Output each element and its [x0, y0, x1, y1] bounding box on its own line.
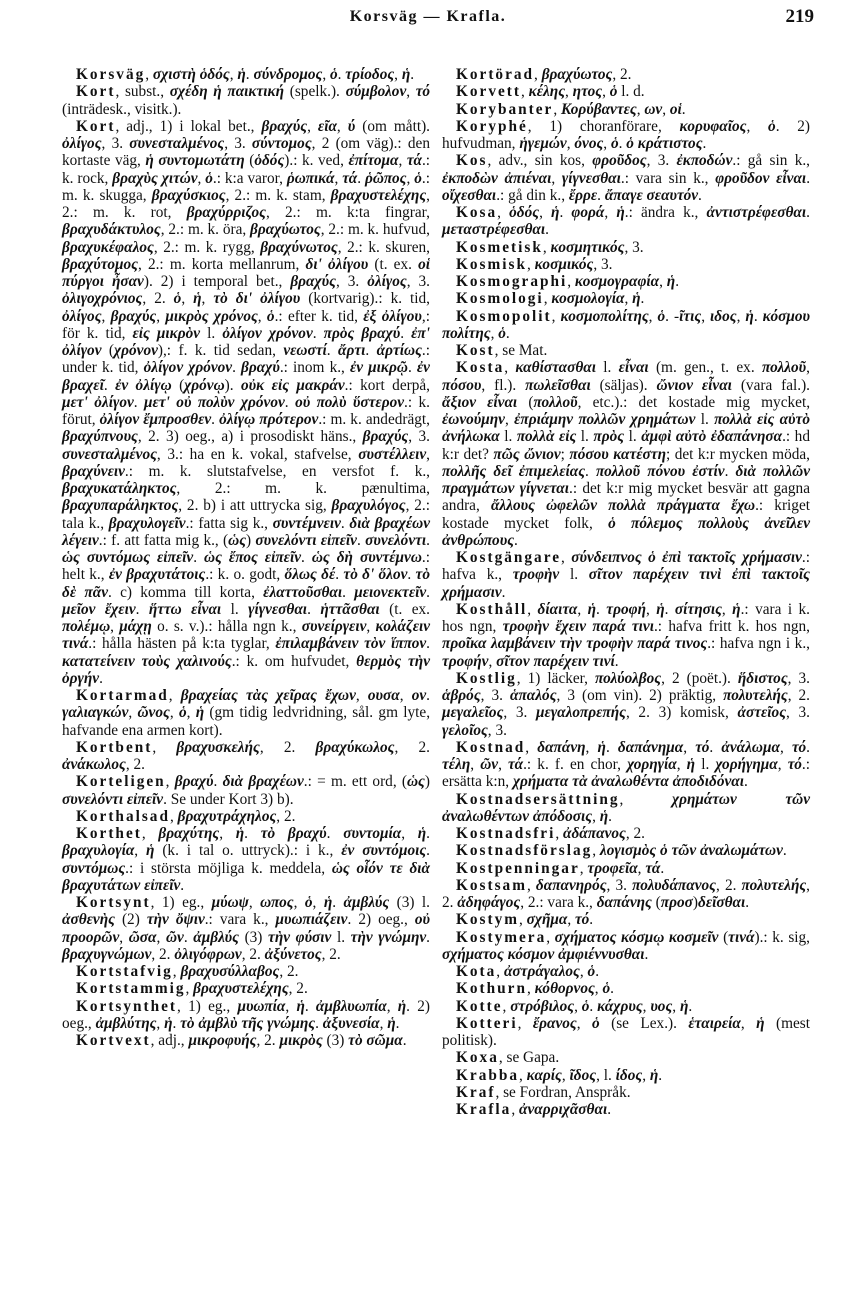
entry-definition: , σύνδειπνος ὁ ἐπὶ τακτοῖς χρήμασιν.: hafva k., τροφὴν l. σῖτον παρέχειν τινὶ ἐπὶ τακτοῖς χρήμασιν.	[442, 549, 810, 601]
running-head: Korsväg — Krafla.	[349, 8, 507, 25]
entry-definition: , 1) läcker, πολύολβος, 2 (poët.). ἥδιστος, 3. ἁβρός, 3. ἁπαλός, 3 (om vin). 2) präktig, πολυτελής, 2. μεγαλεῖος, 3. μεγαλοπρεπής, 2. 3) komisk, ἀστεῖος, 3. γελοῖος, 3.	[442, 669, 811, 739]
page-header	[0, 6, 856, 30]
dictionary-entry	[62, 808, 430, 825]
entry-definition: , ὁδός, ἡ. φορά, ἡ.: ändra k., ἀντιστρέφεσθαι. μεταστρέφεσθαι.	[442, 204, 810, 239]
entry-headword: Kosmographi	[456, 273, 568, 290]
entry-definition: , καθίστασθαι l. εἶναι (m. gen., t. ex. πολλοῦ, πόσου, fl.). πωλεῖσθαι (säljas). ὤνιον εἶναι (vara fal.). ἄξιον εἶναι (πολλοῦ, etc.).: det kostade mig mycket, ἐωνούμην, ἐπριάμην πολλῶν χρημάτων l. πολλὰ εἰς αὐτὸ ἀνήλωκα l. πολλὰ εἰς l. πρὸς l. ἀμφὶ αὐτὸ ἐδαπάνησα.: hd k:r det? πῶς ὤνιον; πόσου κατέστη; det k:r mycken möda, πολλῆς δεῖ ἐπιμελείας. πολλοῦ πόνου ἐστίν. διὰ πολλῶν πραγμάτων γίγνεται.: det k:r mig mycket besvär att gagna andra, ἄλλους ὠφελῶν πολλὰ πράγματα ἔχω.: kriget kostade mycket folk, ὁ πόλεμος πολλοὺς ἀνεῖλεν ἀνθρώπους.	[442, 359, 811, 549]
entry-definition: , κοσμογραφία, ἡ.	[567, 273, 680, 290]
entry-definition: , se Gapa.	[498, 1049, 560, 1067]
entry-headword: Korybanter	[456, 100, 554, 118]
dictionary-entry	[62, 773, 430, 808]
entry-headword: Kosmologi	[456, 290, 544, 308]
entry-definition: , βραχύωτος, 2.	[534, 66, 632, 83]
dictionary-entry	[442, 1067, 810, 1084]
dictionary-entry	[62, 687, 430, 739]
entry-headword: Kortörad	[456, 66, 535, 83]
entry-headword: Kraf	[456, 1083, 496, 1101]
entry-headword: Kota	[456, 963, 497, 980]
entry-definition: , 1) choranförare, κορυφαῖος, ὁ. 2) hufvudman, ἡγεμών, όνος, ὁ. ὁ κράτιστος.	[442, 117, 810, 152]
dictionary-entry	[442, 980, 810, 997]
entry-definition: , βραχύ. διὰ βραχέων.: = m. ett ord, (ὡς) συνελόντι εἰπεῖν. Se under Kort 3) b).	[62, 773, 430, 808]
entry-definition: , σχήματος κόσμῳ κοσμεῖν (τινά).: k. sig, σχήματος κόσμον ἀμφιέννυσθαι.	[442, 928, 811, 963]
dictionary-entry	[442, 204, 810, 239]
dictionary-entry	[442, 860, 810, 877]
entry-definition: , σχιστὴ ὁδός, ἡ. σύνδρομος, ὁ. τρίοδος, ἡ.	[145, 66, 415, 83]
entry-headword: Kostnad	[456, 738, 526, 756]
entry-definition: , ἀδάπανος, 2.	[555, 825, 645, 842]
entry-headword: Kostnadsfri	[456, 825, 556, 842]
entry-headword: Kostymera	[456, 928, 547, 946]
entry-definition: , κέλης, ητος, ὁ l. d.	[520, 83, 645, 101]
entry-headword: Kort	[76, 83, 116, 101]
dictionary-entry	[442, 118, 810, 153]
entry-headword: Kotteri	[456, 1014, 518, 1032]
entry-definition: , κοσμολογία, ἡ.	[543, 290, 645, 308]
entry-headword: Korsväg	[76, 66, 146, 83]
entry-headword: Koryphé	[456, 117, 528, 135]
entry-headword: Kostlig	[456, 669, 517, 687]
entry-headword: Krafla	[456, 1101, 512, 1118]
dictionary-entry	[62, 739, 430, 774]
dictionary-entry	[442, 239, 810, 256]
entry-definition: , δαπάνη, ἡ. δαπάνημα, τό. ἀνάλωμα, τό. τέλη, ῶν, τά.: k. f. en chor, χορηγία, ἡ l. χορήγημα, τό.: ersätta k:n, χρήματα τὰ ἀναλωθέντα ἀποδιδόναι.	[442, 738, 810, 791]
entry-headword: Krabba	[456, 1066, 519, 1084]
entry-definition: , 1) eg., μυωπία, ἡ. ἀμβλυωπία, ἡ. 2) oeg., ἀμβλύτης, ἡ. τὸ ἀμβλὺ τῆς γνώμης. ἀξυνεσία, ἡ.	[62, 997, 430, 1032]
entry-definition: , adj., μικροφυής, 2. μικρὸς (3) τὸ σῶμα.	[150, 1032, 407, 1049]
dictionary-entry	[442, 1015, 810, 1050]
entry-definition: , δαπανηρός, 3. πολυδάπανος, 2. πολυτελής, 2. ἀδηφάγος, 2.: vara k., δαπάνης (προσ)δεῖσθαι.	[442, 876, 810, 911]
entry-headword: Kortsynt	[76, 894, 151, 911]
entry-definition: , καρίς, ῖδος, l. ίδος, ἡ.	[519, 1066, 663, 1084]
entry-definition: , βραχυστελέχης, 2.	[185, 980, 308, 998]
dictionary-entry	[442, 1101, 810, 1118]
entry-headword: Kortstafvig	[76, 963, 173, 980]
dictionary-entry	[62, 894, 430, 963]
entry-headword: Kostnadsförslag	[456, 842, 593, 860]
entry-headword: Kortbent	[76, 738, 153, 756]
entry-headword: Kostgängare	[456, 549, 561, 566]
entry-definition: , χρημάτων τῶν ἀναλωθέντων ἀπόδοσις, ἡ.	[442, 790, 810, 825]
entry-headword: Kosmisk	[456, 255, 527, 273]
entry-definition: , βραχυτράχηλος, 2.	[169, 807, 296, 825]
entry-definition: , κόθορνος, ὁ.	[526, 980, 614, 998]
entry-definition: , κοσμικός, 3.	[526, 255, 613, 273]
entry-headword: Kortvext	[76, 1032, 151, 1049]
entry-headword: Kothurn	[456, 980, 527, 998]
dictionary-entry	[442, 66, 810, 83]
dictionary-entry	[442, 273, 810, 290]
dictionary-entry	[62, 118, 430, 687]
dictionary-entry	[62, 66, 430, 83]
entry-headword: Korthet	[76, 825, 142, 842]
entry-definition: , se Mat.	[494, 342, 548, 359]
dictionary-entry	[442, 739, 810, 791]
right-column	[442, 66, 810, 1118]
entry-headword: Kosthåll	[456, 600, 528, 618]
entry-definition: , subst., σχέδη ἡ παικτική (spelk.). σύμβολον, τό (inträdesk., visitk.).	[62, 83, 430, 118]
dictionary-entry	[442, 308, 810, 343]
page-number: 219	[785, 6, 814, 27]
entry-headword: Kostsam	[456, 876, 527, 894]
dictionary-entry	[442, 842, 810, 859]
entry-definition: , se Fordran, Anspråk.	[495, 1083, 631, 1101]
dictionary-entry	[62, 1032, 430, 1049]
dictionary-entry	[442, 670, 810, 739]
entry-headword: Koxa	[456, 1049, 499, 1067]
entry-definition: , adj., 1) i lokal bet., βραχύς, εῖα, ύ (om mått). ὀλίγος, 3. συνεσταλμένος, 3. σύντομος, 2 (om väg).: den kortaste väg, ἡ συντομωτάτη (ὁδός).: k. ved, ἐπίτομα, τά.: k. rock, βραχὺς χιτών, ὁ.: k:a varor, ῥωπικά, τά. ῥῶπος, ὁ.: m. k. skugga, βραχύσκιος, 2.: m. k. stam, βραχυστελέχης, 2.: m. k. rot, βραχύρριζος, 2.: m. k:ta fingrar, βραχυδάκτυλος, 2.: m. k. öra, βραχύωτος, 2.: m. k. hufvud, βραχυκέφαλος, 2.: m. k. rygg, βραχύνωτος, 2.: k. skuren, βραχύτομος, 2.: m. korta mellanrum, δι' ὀλίγου (t. ex. οἱ πύργοι ἦσαν). 2) i temporal bet., βραχύς, 3. ὀλίγος, 3. ὀλιγοχρόνιος, 2. ὁ, ἡ, τὸ δι' ὀλίγου (kortvarig).: k. tid, ὀλίγος, βραχύς, μικρὸς χρόνος, ὁ.: efter k. tid, ἐξ ὀλίγου,: för k. tid, εἰς μικρὸν l. ὀλίγον χρόνον. πρὸς βραχύ. ἐπ' ὀλίγον (χρόνον),: f. k. tid sedan, νεωστί. ἄρτι. ἀρτίως.: under k. tid, ὀλίγον χρόνον. βραχύ.: inom k., ἐν μικρῷ. ἐν βραχεῖ. ἐν ὀλίγῳ (χρόνῳ). οὐκ εἰς μακράν.: kort derpå, μετ' ὀλίγον. μετ' οὐ πολὺν χρόνον. οὐ πολὺ ὕστερον.: k. förut, ὀλίγον ἔμπροσθεν. ὀλίγῳ πρότερον.: m. k. andedrägt, βραχύπνους, 2. 3) oeg., a) i prosodiskt häns., βραχύς, 3. συνεσταλμένος, 3.: ha en k. vokal, stafvelse, συστέλλειν, βραχύνειν.: m. k. slutstafvelse, en versfot f. k., βραχυκατάληκτος, 2.: m. k. pænultima, βραχυπαράληκτος, 2. b) i att uttrycka sig, βραχυλόγος, 2.: tala k., βραχυλογεῖν.: fatta sig k., συντέμνειν. διὰ βραχέων λέγειν.: f. att fatta mig k., (ὡς) συνελόντι εἰπεῖν. συνελόντι. ὡς συντόμως εἰπεῖν. ὡς ἔπος εἰπεῖν. ὡς δὴ συντέμνω.: helt k., ἐν βραχυτάτοις.: k. o. godt, ὅλως δέ. τὸ δ' ὅλον. τὸ δὲ πᾶν. c) komma till korta, ἐλαττοῦσθαι. μειονεκτεῖν. μεῖον ἔχειν. ἥττω εἶναι l. γίγνεσθαι. ἡττᾶσθαι (t. ex. πολέμῳ, μάχῃ o. s. v.).: hålla ngn k., συνείργειν, κολάζειν τινά.: hålla hästen på k:ta tyglar, ἐπιλαμβάνειν τὸν ἵππον. κατατείνειν τοὺς χαλινούς.: k. om hufvudet, θερμὸς τὴν ὀργήν.	[62, 117, 431, 687]
entry-definition: , 1) eg., μύωψ, ωπος, ὁ, ἡ. ἀμβλύς (3) l. ἀσθενὴς (2) τὴν ὄψιν.: vara k., μυωπιάζειν. 2) oeg., οὐ προορῶν, ῶσα, ῶν. ἀμβλύς (3) τὴν φύσιν l. τὴν γνώμην. βραχυγνώμων, 2. ὀλιγόφρων, 2. ἀξύνετος, 2.	[62, 894, 430, 963]
entry-headword: Kort	[76, 117, 116, 135]
entry-definition: , βραχείας τὰς χεῖρας ἔχων, ουσα, ον. γαλιαγκών, ῶνος, ὁ, ἡ (gm tidig ledvridning, sål. gm lyte, hafvande ena armen kort).	[62, 687, 431, 739]
dictionary-entry	[442, 549, 810, 601]
entry-headword: Kortsynthet	[76, 997, 178, 1015]
entry-definition: , Κορύβαντες, ων, οἱ.	[553, 100, 686, 118]
entry-headword: Korthalsad	[76, 807, 170, 825]
dictionary-entry	[442, 359, 810, 549]
entry-headword: Kostym	[456, 911, 519, 929]
entry-headword: Kost	[456, 342, 495, 359]
entry-definition: , ἔρανος, ὁ (se Lex.). ἑταιρεία, ἡ (mest politisk).	[442, 1014, 810, 1049]
dictionary-entry	[442, 101, 810, 118]
dictionary-entry	[442, 290, 810, 307]
dictionary-entry	[62, 980, 430, 997]
dictionary-entry	[442, 342, 810, 359]
entry-headword: Korteligen	[76, 773, 166, 791]
entry-headword: Kosta	[456, 359, 505, 377]
entry-definition: , βραχύτης, ἡ. τὸ βραχύ. συντομία, ἡ. βραχυλογία, ἡ (k. i tal o. uttryck).: i k., ἐν συντόμοις. συντόμως.: i största möjliga k. meddela, ὡς οἷόν τε διὰ βραχυτάτων εἰπεῖν.	[62, 825, 430, 894]
entry-headword: Kosmopolit	[456, 307, 552, 325]
entry-definition: , δίαιτα, ἡ. τροφή, ἡ. σίτησις, ἡ.: vara i k. hos ngn, τροφὴν ἔχειν παρά τινι.: hafva fritt k. hos ngn, προῖκα λαμβάνειν τὴν τροφὴν παρά τινος.: hafva ngn i k., τροφήν, σῖτον παρέχειν τινί.	[442, 600, 810, 670]
entry-definition: , τροφεῖα, τά.	[579, 859, 665, 877]
entry-headword: Kotte	[456, 997, 503, 1015]
dictionary-entry	[442, 825, 810, 842]
entry-headword: Kosmetisk	[456, 238, 543, 256]
dictionary-entry	[442, 601, 810, 670]
dictionary-entry	[442, 911, 810, 928]
dictionary-entry	[62, 998, 430, 1033]
entry-definition: , ἀστράγαλος, ὁ.	[496, 963, 600, 980]
entry-definition: , κοσμητικός, 3.	[542, 238, 644, 256]
entry-headword: Kostnadsersättning	[456, 790, 620, 808]
dictionary-entry	[442, 83, 810, 100]
dictionary-entry	[442, 256, 810, 273]
entry-headword: Kortstammig	[76, 980, 186, 998]
left-column	[62, 66, 430, 1049]
entry-definition: , σχῆμα, τό.	[519, 911, 594, 929]
dictionary-entry	[442, 1049, 810, 1066]
entry-headword: Kortarmad	[76, 687, 169, 704]
entry-definition: , adv., sin kos, φροῦδος, 3. ἐκποδών.: gå sin k., ἐκποδὼν ἀπιέναι, γίγνεσθαι.: vara sin k., φροῦδον εἶναι. οἴχεσθαι.: gå din k., ἔρρε. ἄπαγε σεαυτόν.	[442, 152, 811, 204]
dictionary-entry	[442, 791, 810, 826]
dictionary-entry	[62, 83, 430, 118]
dictionary-entry	[442, 998, 810, 1015]
entry-definition: , λογισμὸς ὁ τῶν ἀναλωμάτων.	[592, 842, 787, 860]
entry-definition: , βραχυσύλλαβος, 2.	[172, 963, 299, 980]
entry-definition: , ἀναρριχᾶσθαι.	[511, 1101, 612, 1118]
entry-definition: , βραχυσκελής, 2. βραχύκωλος, 2. ἀνάκωλος, 2.	[62, 738, 430, 773]
entry-definition: , στρόβιλος, ὁ. κάχρυς, υος, ἡ.	[502, 997, 693, 1015]
dictionary-entry	[442, 963, 810, 980]
entry-headword: Korvett	[456, 83, 521, 101]
entry-definition: , κοσμοπολίτης, ὁ. -ῖτις, ιδος, ἡ. κόσμου πολίτης, ὁ.	[442, 307, 810, 342]
dictionary-entry	[442, 877, 810, 912]
entry-headword: Kosa	[456, 204, 498, 221]
dictionary-entry	[442, 929, 810, 964]
dictionary-entry	[442, 152, 810, 204]
dictionary-entry	[442, 1084, 810, 1101]
entry-headword: Kos	[456, 152, 488, 170]
dictionary-entry	[62, 825, 430, 894]
entry-headword: Kostpenningar	[456, 859, 580, 877]
dictionary-entry	[62, 963, 430, 980]
